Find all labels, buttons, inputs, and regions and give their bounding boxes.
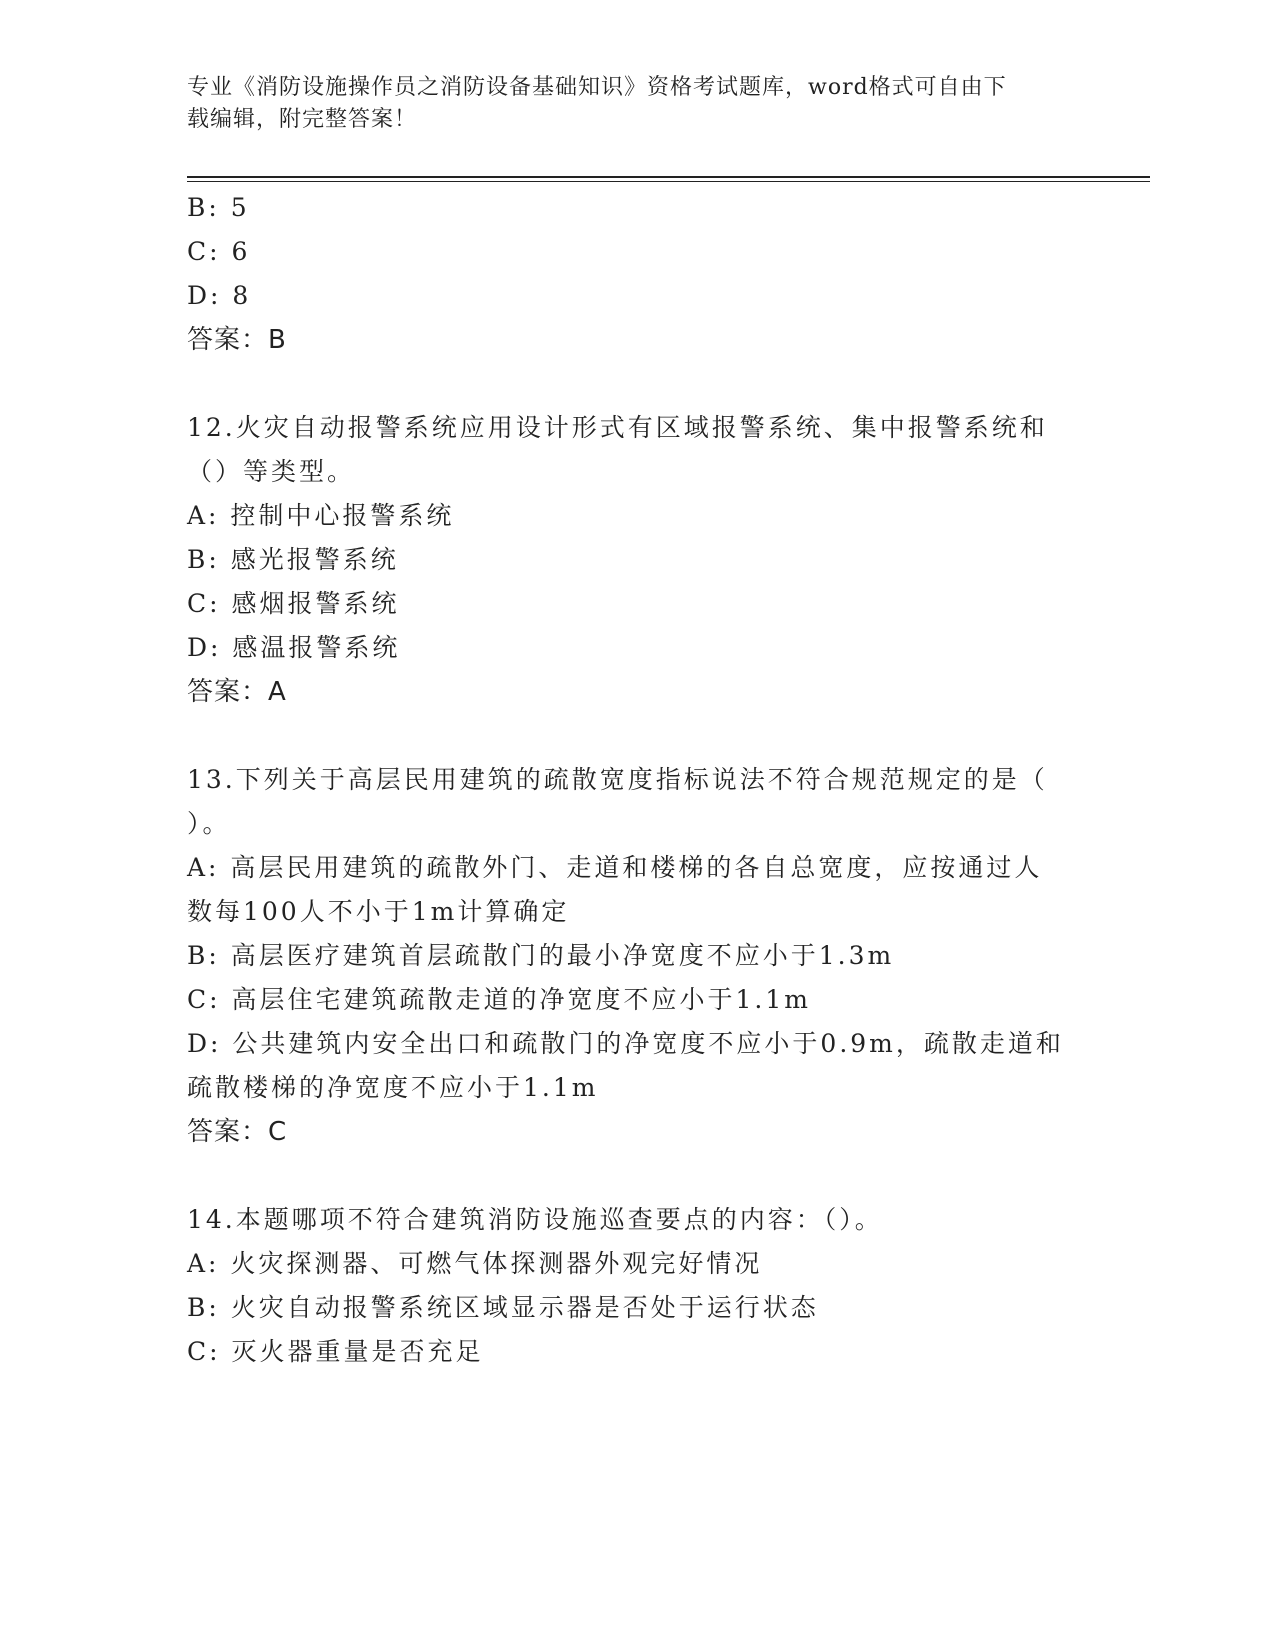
q13-answer: 答案：C bbox=[187, 1117, 288, 1147]
q11-option-d: D: 8 bbox=[187, 281, 252, 310]
q13-stem-line-1: 13.下列关于高层民用建筑的疏散宽度指标说法不符合规范规定的是（ bbox=[187, 765, 1048, 794]
q13-option-b: B: 高层医疗建筑首层疏散门的最小净宽度不应小于1.3m bbox=[187, 941, 895, 970]
q12-stem-line-1: 12.火灾自动报警系统应用设计形式有区域报警系统、集中报警系统和 bbox=[187, 413, 1048, 442]
q13-option-a-line-2: 数每100人不小于1m计算确定 bbox=[187, 897, 570, 926]
header-divider-thin bbox=[187, 181, 1150, 182]
q12-option-b: B: 感光报警系统 bbox=[187, 545, 399, 574]
q13-option-c: C: 高层住宅建筑疏散走道的净宽度不应小于1.1m bbox=[187, 985, 811, 1014]
q12-option-c: C: 感烟报警系统 bbox=[187, 589, 400, 618]
q12-option-a: A: 控制中心报警系统 bbox=[187, 501, 455, 530]
q14-stem: 14.本题哪项不符合建筑消防设施巡查要点的内容：（）。 bbox=[187, 1205, 883, 1234]
q14-option-a: A: 火灾探测器、可燃气体探测器外观完好情况 bbox=[187, 1249, 763, 1278]
q12-answer: 答案：A bbox=[187, 677, 287, 707]
q13-option-d-line-2: 疏散楼梯的净宽度不应小于1.1m bbox=[187, 1073, 599, 1102]
q13-stem-line-2: ）。 bbox=[187, 809, 231, 838]
document-header bbox=[187, 72, 1067, 136]
q13-option-d-line-1: D: 公共建筑内安全出口和疏散门的净宽度不应小于0.9m，疏散走道和 bbox=[187, 1029, 1064, 1058]
q11-answer: 答案：B bbox=[187, 325, 287, 355]
header-line-2: 载编辑，附完整答案！ bbox=[187, 107, 418, 132]
q13-option-a-line-1: A: 高层民用建筑的疏散外门、走道和楼梯的各自总宽度，应按通过人 bbox=[187, 853, 1043, 882]
header-line-1: 专业《消防设施操作员之消防设备基础知识》资格考试题库，word格式可自由下 bbox=[187, 75, 1007, 100]
q12-option-d: D: 感温报警系统 bbox=[187, 633, 401, 662]
q14-option-c: C: 灭火器重量是否充足 bbox=[187, 1337, 484, 1366]
q12-stem-line-2: （）等类型。 bbox=[187, 457, 356, 486]
q11-option-b: B: 5 bbox=[187, 193, 250, 222]
q14-option-b: B: 火灾自动报警系统区域显示器是否处于运行状态 bbox=[187, 1293, 819, 1322]
header-divider-thick bbox=[187, 176, 1150, 178]
q11-option-c: C: 6 bbox=[187, 237, 251, 266]
